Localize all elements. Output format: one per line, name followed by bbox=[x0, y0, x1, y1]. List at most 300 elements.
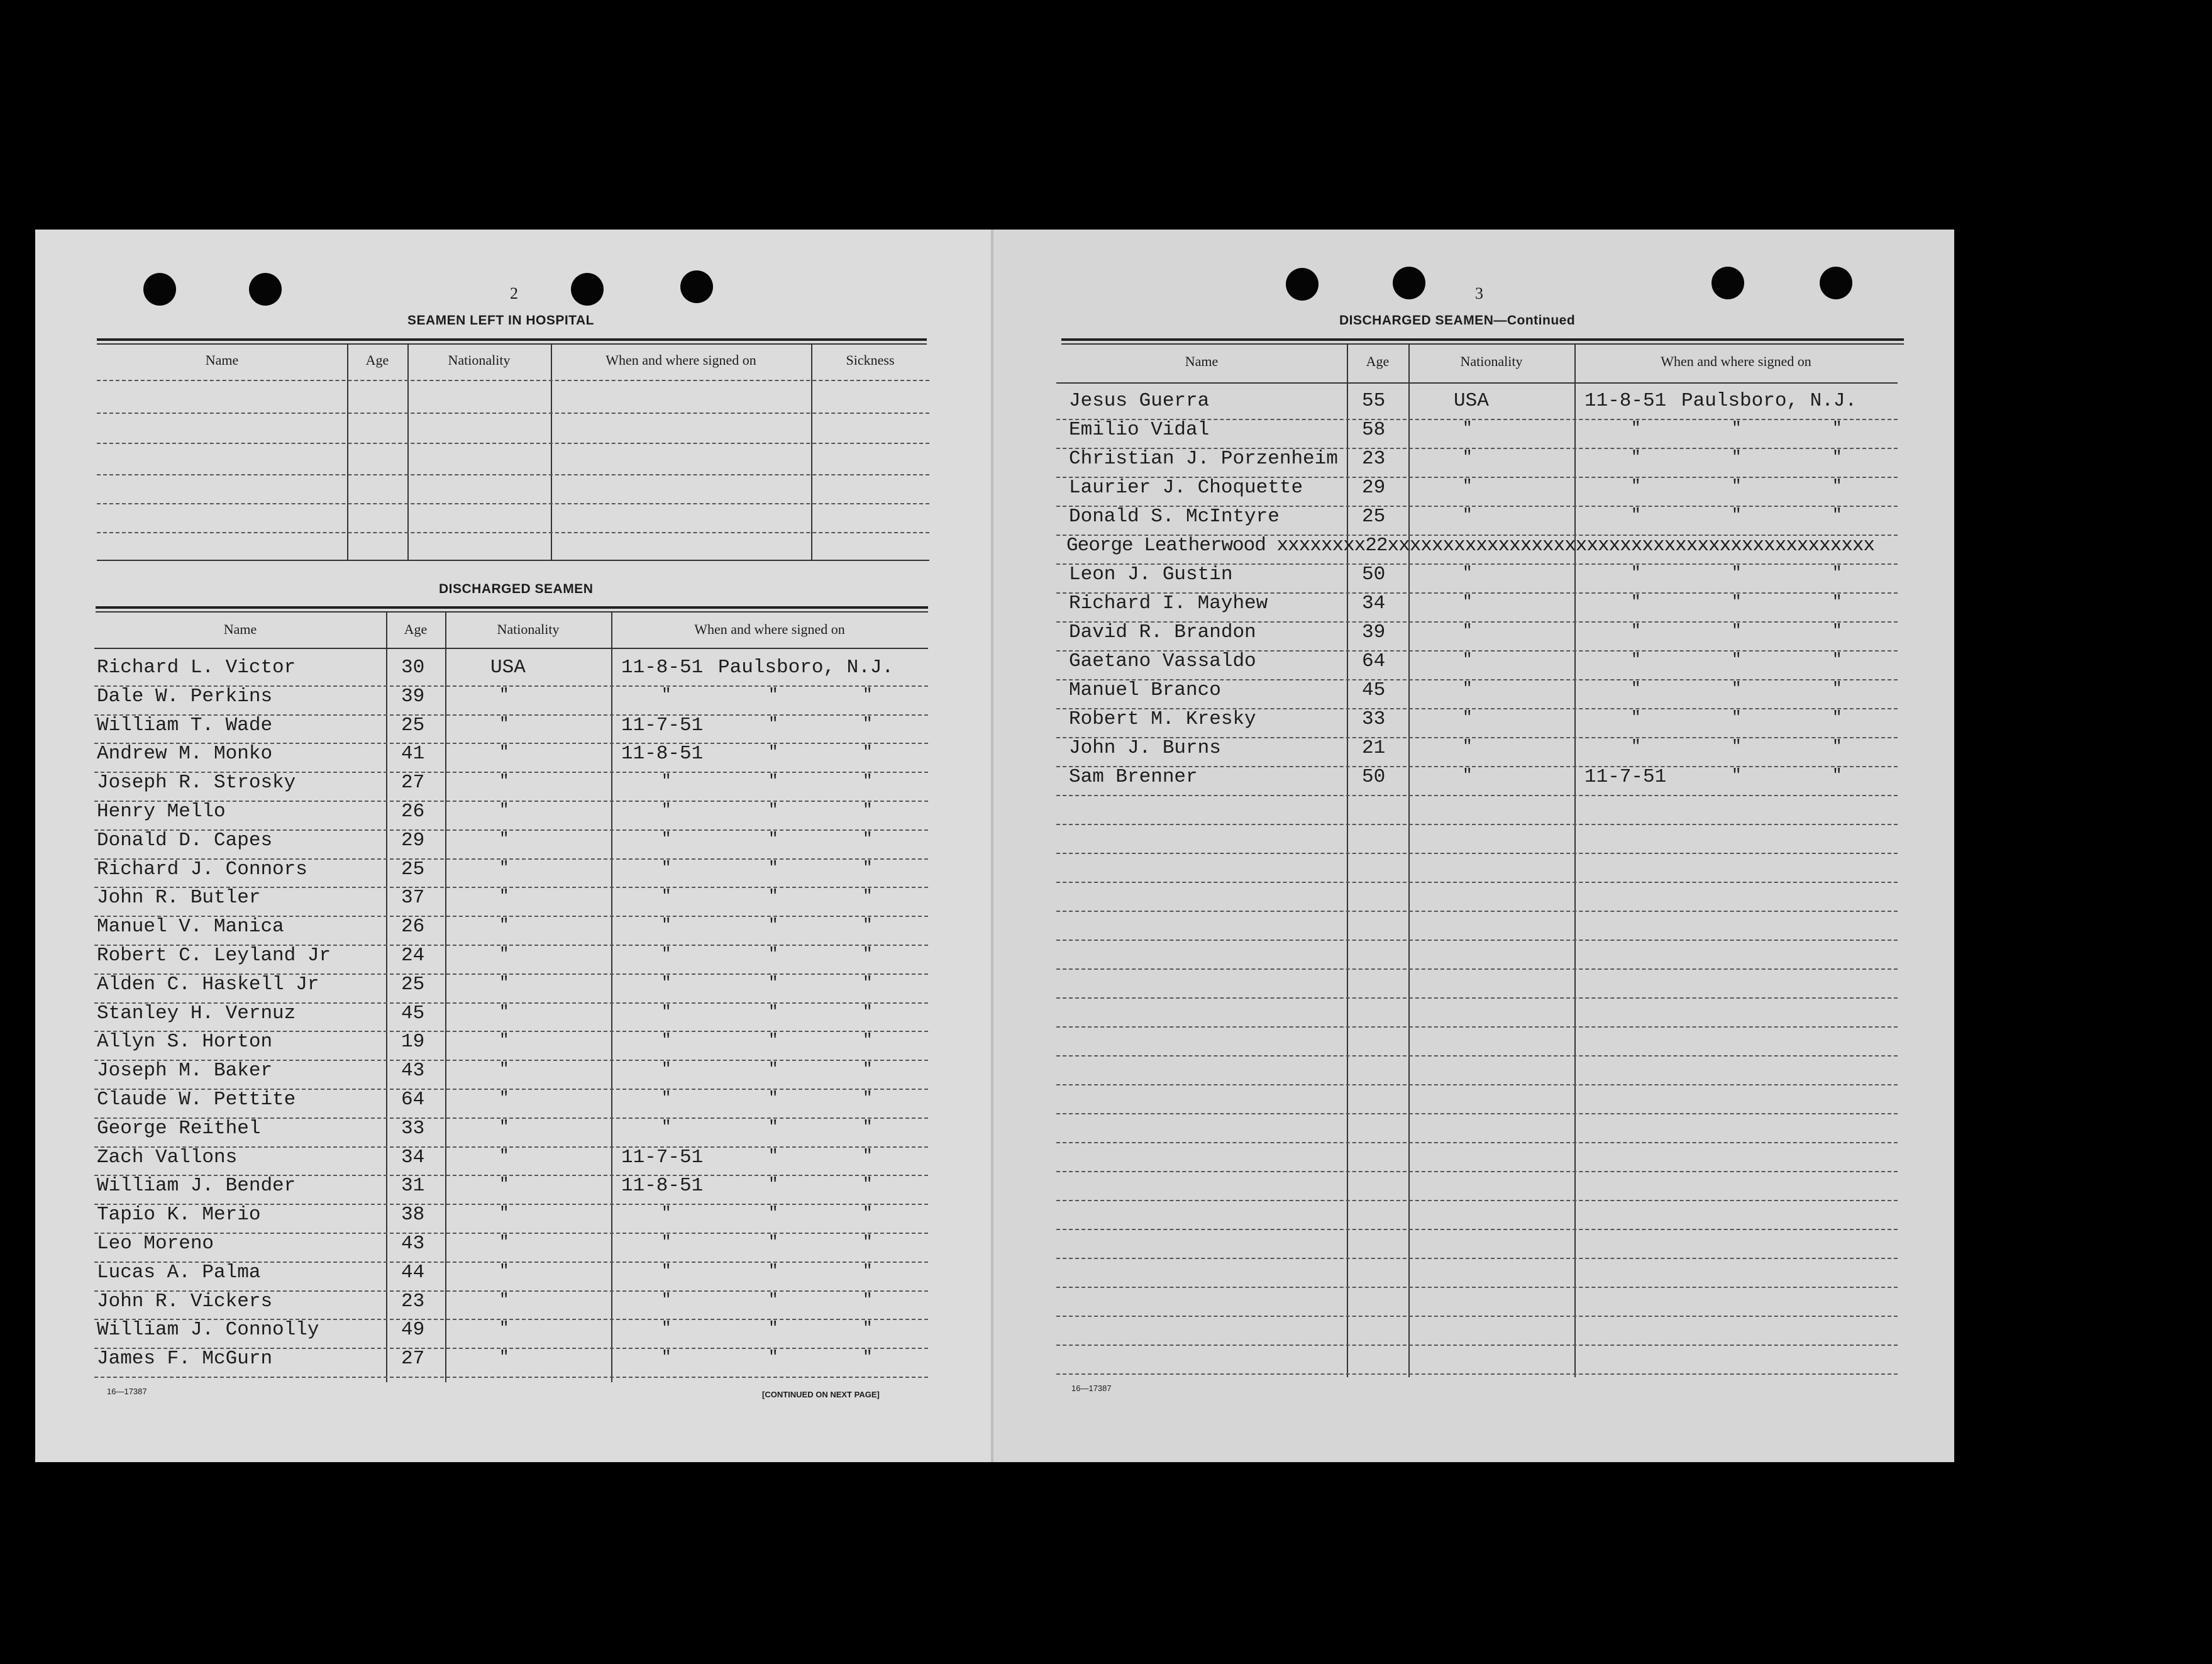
rule bbox=[97, 560, 929, 561]
seaman-name: Richard L. Victor bbox=[97, 657, 296, 679]
signed-on-place-ditto: " bbox=[768, 1290, 778, 1309]
punch-hole bbox=[249, 273, 282, 306]
signed-on-state-ditto: " bbox=[1832, 563, 1842, 582]
row-line bbox=[1056, 1171, 1898, 1172]
form-number: 16—17387 bbox=[107, 1387, 147, 1396]
signed-on-date: " bbox=[661, 1002, 672, 1021]
seaman-nationality: " bbox=[499, 1348, 509, 1367]
seaman-nationality: " bbox=[1463, 679, 1473, 698]
signed-on-place-ditto: " bbox=[768, 772, 778, 791]
column-header: Sickness bbox=[846, 352, 895, 368]
rule bbox=[1061, 338, 1904, 341]
signed-on-place-ditto: " bbox=[768, 1089, 778, 1107]
seaman-name: Jesus Guerra bbox=[1069, 390, 1210, 412]
signed-on-place-ditto: " bbox=[768, 1204, 778, 1223]
rule bbox=[96, 611, 928, 613]
page-number: 3 bbox=[1475, 284, 1483, 302]
column-header: Nationality bbox=[497, 621, 560, 637]
seaman-name: Donald S. McIntyre bbox=[1069, 506, 1280, 528]
seaman-age: 38 bbox=[401, 1204, 425, 1226]
seaman-nationality: " bbox=[499, 801, 509, 819]
column-header: Name bbox=[205, 352, 239, 368]
column-header: Age bbox=[1366, 353, 1390, 369]
seaman-age: 50 bbox=[1362, 563, 1386, 585]
signed-on-date: " bbox=[661, 945, 672, 963]
row-line bbox=[1056, 911, 1898, 912]
signed-on-date: 11-7-51 bbox=[1584, 766, 1667, 788]
rule bbox=[1061, 343, 1904, 345]
signed-on-state-ditto: " bbox=[1832, 621, 1842, 640]
seaman-name: Christian J. Porzenheim bbox=[1069, 448, 1338, 470]
seaman-name: Manuel Branco bbox=[1069, 679, 1221, 701]
seaman-nationality: " bbox=[499, 945, 509, 963]
seaman-nationality: " bbox=[499, 1261, 509, 1280]
seaman-age: 45 bbox=[401, 1002, 425, 1024]
signed-on-place-ditto: " bbox=[768, 1117, 778, 1136]
signed-on-date: " bbox=[661, 1233, 672, 1251]
seaman-age: 19 bbox=[401, 1031, 425, 1053]
signed-on-place-ditto: " bbox=[768, 858, 778, 877]
seaman-name: Henry Mello bbox=[97, 801, 226, 823]
signed-on-date: " bbox=[661, 916, 672, 935]
signed-on-date: " bbox=[1631, 621, 1641, 640]
column-divider bbox=[1408, 345, 1410, 1377]
signed-on-state-ditto: " bbox=[1832, 679, 1842, 698]
seaman-nationality: " bbox=[499, 1319, 509, 1338]
row-line bbox=[1056, 940, 1898, 941]
signed-on-state-ditto: " bbox=[863, 916, 873, 935]
column-header: Age bbox=[365, 352, 389, 368]
signed-on-place-ditto: " bbox=[768, 1233, 778, 1251]
seaman-name: Lucas A. Palma bbox=[97, 1261, 261, 1284]
signed-on-date: " bbox=[1631, 563, 1641, 582]
seaman-name: John J. Burns bbox=[1069, 737, 1221, 759]
seaman-nationality: " bbox=[499, 714, 509, 733]
signed-on-place-ditto: " bbox=[768, 916, 778, 935]
seaman-name: Stanley H. Vernuz bbox=[97, 1002, 296, 1024]
seaman-nationality: " bbox=[1463, 592, 1473, 611]
right-page bbox=[993, 230, 1954, 1462]
column-header: When and where signed on bbox=[606, 352, 756, 368]
seaman-nationality: " bbox=[499, 973, 509, 992]
row-line bbox=[94, 1233, 928, 1234]
seaman-name: John R. Vickers bbox=[97, 1290, 273, 1312]
signed-on-date: " bbox=[661, 1117, 672, 1136]
seaman-age: 34 bbox=[401, 1146, 425, 1168]
seaman-name: Andrew M. Monko bbox=[97, 743, 273, 765]
column-header: Nationality bbox=[1460, 353, 1523, 369]
signed-on-state-ditto: " bbox=[863, 887, 873, 906]
column-divider bbox=[551, 345, 552, 560]
seaman-age: 55 bbox=[1362, 390, 1386, 412]
signed-on-place-ditto: " bbox=[768, 945, 778, 963]
seaman-nationality: " bbox=[1463, 563, 1473, 582]
seaman-name: John R. Butler bbox=[97, 887, 261, 909]
seaman-age: 27 bbox=[401, 772, 425, 794]
row-line bbox=[1056, 1316, 1898, 1317]
seaman-name: Allyn S. Horton bbox=[97, 1031, 273, 1053]
signed-on-state-ditto: " bbox=[863, 801, 873, 819]
seaman-age: 23 bbox=[1362, 448, 1386, 470]
signed-on-state-ditto: " bbox=[863, 1146, 873, 1165]
signed-on-state-ditto: " bbox=[1832, 708, 1842, 727]
signed-on-place-ditto: " bbox=[768, 801, 778, 819]
signed-on-state-ditto: " bbox=[863, 829, 873, 848]
page-fold bbox=[991, 230, 993, 1462]
signed-on-place-ditto: " bbox=[768, 685, 778, 704]
seaman-age: 34 bbox=[1362, 592, 1386, 614]
punch-hole bbox=[1820, 267, 1852, 299]
seaman-nationality: " bbox=[499, 743, 509, 762]
signed-on-date: " bbox=[661, 973, 672, 992]
signed-on-place-ditto: " bbox=[1732, 506, 1742, 524]
punch-hole bbox=[680, 270, 713, 303]
signed-on-date: 11-8-51 bbox=[621, 743, 704, 765]
signed-on-place-ditto: " bbox=[768, 1348, 778, 1367]
seaman-nationality: " bbox=[499, 1089, 509, 1107]
column-header: When and where signed on bbox=[694, 621, 845, 637]
punch-hole bbox=[571, 273, 604, 306]
seaman-age: 23 bbox=[401, 1290, 425, 1312]
seaman-name: Claude W. Pettite bbox=[97, 1089, 296, 1111]
seaman-nationality: " bbox=[499, 1175, 509, 1194]
signed-on-date: " bbox=[661, 1348, 672, 1367]
seaman-nationality: " bbox=[499, 1204, 509, 1223]
signed-on-place-ditto: " bbox=[768, 1261, 778, 1280]
signed-on-place-ditto: " bbox=[1732, 650, 1742, 669]
signed-on-state-ditto: " bbox=[863, 743, 873, 762]
signed-on-state-ditto: " bbox=[1832, 448, 1842, 467]
seaman-nationality: " bbox=[1463, 766, 1473, 785]
seaman-nationality: " bbox=[499, 1290, 509, 1309]
seaman-nationality: " bbox=[499, 829, 509, 848]
punch-hole bbox=[1393, 267, 1425, 299]
signed-on-state-ditto: " bbox=[1832, 737, 1842, 756]
seaman-age: 39 bbox=[401, 685, 425, 707]
row-line bbox=[1056, 997, 1898, 999]
signed-on-state-ditto: " bbox=[863, 1089, 873, 1107]
seaman-name: Joseph M. Baker bbox=[97, 1060, 273, 1082]
seaman-age: 29 bbox=[1362, 477, 1386, 499]
punch-hole bbox=[143, 273, 176, 306]
row-line bbox=[1056, 824, 1898, 825]
seaman-age: 37 bbox=[401, 887, 425, 909]
signed-on-date: " bbox=[1631, 708, 1641, 727]
signed-on-state-ditto: " bbox=[863, 685, 873, 704]
seaman-name: Richard J. Connors bbox=[97, 858, 307, 880]
signed-on-place-ditto: " bbox=[1732, 621, 1742, 640]
seaman-age: 39 bbox=[1362, 621, 1386, 643]
row-line bbox=[1056, 1113, 1898, 1114]
seaman-name: William T. Wade bbox=[97, 714, 273, 736]
signed-on-place: Paulsboro, N.J. bbox=[1681, 390, 1857, 412]
signed-on-state-ditto: " bbox=[863, 973, 873, 992]
signed-on-place-ditto: " bbox=[1732, 708, 1742, 727]
seaman-name: Laurier J. Choquette bbox=[1069, 477, 1303, 499]
signed-on-state-ditto: " bbox=[863, 1002, 873, 1021]
continued-note: [CONTINUED ON NEXT PAGE] bbox=[762, 1390, 880, 1399]
signed-on-date: " bbox=[661, 685, 672, 704]
seaman-name: Donald D. Capes bbox=[97, 829, 273, 851]
punch-hole bbox=[1286, 268, 1319, 301]
signed-on-date: " bbox=[1631, 650, 1641, 669]
signed-on-state-ditto: " bbox=[863, 714, 873, 733]
signed-on-state-ditto: " bbox=[1832, 766, 1842, 785]
signed-on-date: " bbox=[1631, 419, 1641, 438]
seaman-age: 31 bbox=[401, 1175, 425, 1197]
signed-on-date: " bbox=[661, 1319, 672, 1338]
column-divider bbox=[407, 345, 409, 560]
seaman-nationality: " bbox=[1463, 506, 1473, 524]
seaman-nationality: " bbox=[1463, 650, 1473, 669]
seaman-age: 27 bbox=[401, 1348, 425, 1370]
row-line bbox=[1056, 1026, 1898, 1028]
seaman-age: 24 bbox=[401, 945, 425, 967]
signed-on-place-ditto: " bbox=[768, 743, 778, 762]
signed-on-state-ditto: " bbox=[863, 1261, 873, 1280]
seaman-nationality: " bbox=[499, 1146, 509, 1165]
column-divider bbox=[811, 345, 812, 560]
column-divider bbox=[1574, 345, 1576, 1377]
punch-hole bbox=[1712, 267, 1744, 299]
seaman-age: 64 bbox=[1362, 650, 1386, 672]
signed-on-place-ditto: " bbox=[768, 1146, 778, 1165]
row-line bbox=[94, 1377, 928, 1378]
signed-on-state-ditto: " bbox=[863, 1319, 873, 1338]
seaman-nationality: " bbox=[499, 916, 509, 935]
seaman-nationality: " bbox=[1463, 621, 1473, 640]
row-line bbox=[97, 503, 929, 504]
signed-on-date: " bbox=[661, 801, 672, 819]
signed-on-state-ditto: " bbox=[1832, 506, 1842, 524]
signed-on-state-ditto: " bbox=[1832, 419, 1842, 438]
signed-on-date: " bbox=[1631, 592, 1641, 611]
seaman-age: 25 bbox=[1362, 506, 1386, 528]
signed-on-place-ditto: " bbox=[1732, 477, 1742, 496]
row-line bbox=[1056, 882, 1898, 883]
signed-on-date: " bbox=[661, 1261, 672, 1280]
row-line bbox=[97, 474, 929, 475]
signed-on-state-ditto: " bbox=[1832, 650, 1842, 669]
signed-on-place-ditto: " bbox=[1732, 737, 1742, 756]
seaman-age: 26 bbox=[401, 801, 425, 823]
seaman-age: 58 bbox=[1362, 419, 1386, 441]
seaman-nationality: " bbox=[499, 685, 509, 704]
signed-on-date: " bbox=[1631, 448, 1641, 467]
signed-on-state-ditto: " bbox=[863, 945, 873, 963]
seaman-age: 41 bbox=[401, 743, 425, 765]
row-line bbox=[1056, 382, 1898, 384]
signed-on-date: " bbox=[1631, 506, 1641, 524]
signed-on-place-ditto: " bbox=[1732, 419, 1742, 438]
seaman-name: Manuel V. Manica bbox=[97, 916, 284, 938]
seaman-age: 43 bbox=[401, 1233, 425, 1255]
row-line bbox=[1056, 853, 1898, 854]
seaman-age: 29 bbox=[401, 829, 425, 851]
seaman-nationality: " bbox=[1463, 737, 1473, 756]
row-line bbox=[97, 380, 929, 381]
signed-on-date: " bbox=[661, 1089, 672, 1107]
signed-on-date: 11-8-51 bbox=[1584, 390, 1667, 412]
seaman-name: David R. Brandon bbox=[1069, 621, 1256, 643]
seaman-name: James F. McGurn bbox=[97, 1348, 273, 1370]
seaman-age: 25 bbox=[401, 858, 425, 880]
seaman-nationality: " bbox=[499, 1002, 509, 1021]
row-line bbox=[94, 648, 928, 649]
row-line bbox=[1056, 1200, 1898, 1201]
signed-on-state-ditto: " bbox=[863, 1290, 873, 1309]
seaman-nationality: " bbox=[1463, 477, 1473, 496]
signed-on-place-ditto: " bbox=[768, 1319, 778, 1338]
column-header: When and where signed on bbox=[1661, 353, 1811, 369]
page-number: 2 bbox=[510, 284, 518, 302]
signed-on-state-ditto: " bbox=[863, 1060, 873, 1079]
row-line bbox=[97, 413, 929, 414]
seaman-name: Zach Vallons bbox=[97, 1146, 238, 1168]
column-divider bbox=[445, 613, 446, 1382]
row-line bbox=[97, 443, 929, 444]
seaman-name: Alden C. Haskell Jr bbox=[97, 973, 319, 996]
form-number: 16—17387 bbox=[1071, 1384, 1112, 1393]
signed-on-date: " bbox=[1631, 679, 1641, 698]
signed-on-place-ditto: " bbox=[768, 1031, 778, 1050]
seaman-nationality: " bbox=[499, 1060, 509, 1079]
signed-on-place-ditto: " bbox=[768, 714, 778, 733]
signed-on-date: " bbox=[661, 858, 672, 877]
signed-on-place-ditto: " bbox=[768, 829, 778, 848]
signed-on-place-ditto: " bbox=[1732, 448, 1742, 467]
signed-on-place-ditto: " bbox=[1732, 563, 1742, 582]
signed-on-date: " bbox=[661, 1060, 672, 1079]
signed-on-date: " bbox=[661, 829, 672, 848]
column-header: Age bbox=[404, 621, 428, 637]
row-line bbox=[1056, 1084, 1898, 1085]
continued-section-title: DISCHARGED SEAMEN—Continued bbox=[1339, 313, 1576, 328]
signed-on-place-ditto: " bbox=[768, 1060, 778, 1079]
seaman-age: 26 bbox=[401, 916, 425, 938]
signed-on-date: " bbox=[661, 1031, 672, 1050]
seaman-age: 21 bbox=[1362, 737, 1386, 759]
column-divider bbox=[386, 613, 387, 1382]
signed-on-date: " bbox=[661, 887, 672, 906]
signed-on-state-ditto: " bbox=[863, 1348, 873, 1367]
seaman-name: Leo Moreno bbox=[97, 1233, 214, 1255]
signed-on-date: 11-7-51 bbox=[621, 1146, 704, 1168]
signed-on-state-ditto: " bbox=[863, 1031, 873, 1050]
seaman-name: Joseph R. Strosky bbox=[97, 772, 296, 794]
seaman-name: Sam Brenner bbox=[1069, 766, 1198, 788]
signed-on-date: " bbox=[661, 1204, 672, 1223]
seaman-name: Gaetano Vassaldo bbox=[1069, 650, 1256, 672]
row-line bbox=[1056, 968, 1898, 970]
seaman-name: William J. Connolly bbox=[97, 1319, 319, 1341]
seaman-age: 50 bbox=[1362, 766, 1386, 788]
seaman-name: Tapio K. Merio bbox=[97, 1204, 261, 1226]
seaman-nationality: " bbox=[499, 1031, 509, 1050]
seaman-name: Richard I. Mayhew bbox=[1069, 592, 1268, 614]
struck-entry: George Leatherwood xxxxxxxx22xxxxxxxxxxxxxxxxxxxxxxxxxxxxxxxxxxxxxxxxxxxx bbox=[1066, 535, 1875, 557]
signed-on-place-ditto: " bbox=[1732, 679, 1742, 698]
seaman-nationality: USA bbox=[1454, 390, 1489, 412]
signed-on-date: " bbox=[661, 772, 672, 791]
seaman-age: 43 bbox=[401, 1060, 425, 1082]
seaman-name: George Reithel bbox=[97, 1117, 261, 1140]
signed-on-date: " bbox=[661, 1290, 672, 1309]
row-line bbox=[97, 532, 929, 533]
seaman-age: 44 bbox=[401, 1261, 425, 1284]
column-header: Name bbox=[223, 621, 257, 637]
signed-on-state-ditto: " bbox=[863, 1233, 873, 1251]
hospital-section-title: SEAMEN LEFT IN HOSPITAL bbox=[407, 313, 594, 328]
discharged-section-title: DISCHARGED SEAMEN bbox=[439, 582, 594, 596]
rule bbox=[97, 343, 927, 345]
seaman-nationality: " bbox=[499, 887, 509, 906]
column-header: Nationality bbox=[448, 352, 511, 368]
signed-on-place-ditto: " bbox=[768, 973, 778, 992]
row-line bbox=[1056, 1287, 1898, 1288]
seaman-age: 25 bbox=[401, 714, 425, 736]
row-line bbox=[1056, 1229, 1898, 1230]
signed-on-state-ditto: " bbox=[1832, 477, 1842, 496]
seaman-age: 30 bbox=[401, 657, 425, 679]
seaman-name: Dale W. Perkins bbox=[97, 685, 273, 707]
row-line bbox=[1056, 1373, 1898, 1375]
seaman-age: 33 bbox=[1362, 708, 1386, 730]
seaman-nationality: " bbox=[1463, 448, 1473, 467]
signed-on-date: 11-8-51 bbox=[621, 657, 704, 679]
signed-on-date: 11-7-51 bbox=[621, 714, 704, 736]
seaman-nationality: USA bbox=[490, 657, 526, 679]
signed-on-place-ditto: " bbox=[768, 1175, 778, 1194]
seaman-nationality: " bbox=[499, 1233, 509, 1251]
signed-on-place: Paulsboro, N.J. bbox=[718, 657, 894, 679]
rule bbox=[97, 338, 927, 341]
signed-on-state-ditto: " bbox=[863, 1175, 873, 1194]
signed-on-place-ditto: " bbox=[1732, 766, 1742, 785]
signed-on-date: " bbox=[1631, 477, 1641, 496]
signed-on-date: " bbox=[1631, 737, 1641, 756]
rule bbox=[96, 606, 928, 609]
row-line bbox=[1056, 1345, 1898, 1346]
signed-on-state-ditto: " bbox=[863, 858, 873, 877]
signed-on-state-ditto: " bbox=[863, 1117, 873, 1136]
row-line bbox=[1056, 795, 1898, 796]
column-divider bbox=[1347, 345, 1348, 1377]
column-header: Name bbox=[1185, 353, 1219, 369]
row-line bbox=[1056, 1055, 1898, 1057]
seaman-age: 45 bbox=[1362, 679, 1386, 701]
seaman-nationality: " bbox=[1463, 708, 1473, 727]
signed-on-place-ditto: " bbox=[1732, 592, 1742, 611]
seaman-age: 49 bbox=[401, 1319, 425, 1341]
signed-on-state-ditto: " bbox=[863, 1204, 873, 1223]
row-line bbox=[1056, 1258, 1898, 1259]
seaman-name: Leon J. Gustin bbox=[1069, 563, 1233, 585]
column-divider bbox=[347, 345, 348, 560]
column-divider bbox=[611, 613, 612, 1382]
seaman-name: Robert C. Leyland Jr bbox=[97, 945, 331, 967]
seaman-age: 25 bbox=[401, 973, 425, 996]
seaman-age: 33 bbox=[401, 1117, 425, 1140]
seaman-nationality: " bbox=[1463, 419, 1473, 438]
seaman-age: 64 bbox=[401, 1089, 425, 1111]
signed-on-date: 11-8-51 bbox=[621, 1175, 704, 1197]
seaman-name: Emilio Vidal bbox=[1069, 419, 1210, 441]
seaman-nationality: " bbox=[499, 772, 509, 791]
row-line bbox=[1056, 1142, 1898, 1143]
seaman-nationality: " bbox=[499, 1117, 509, 1136]
signed-on-place-ditto: " bbox=[768, 887, 778, 906]
